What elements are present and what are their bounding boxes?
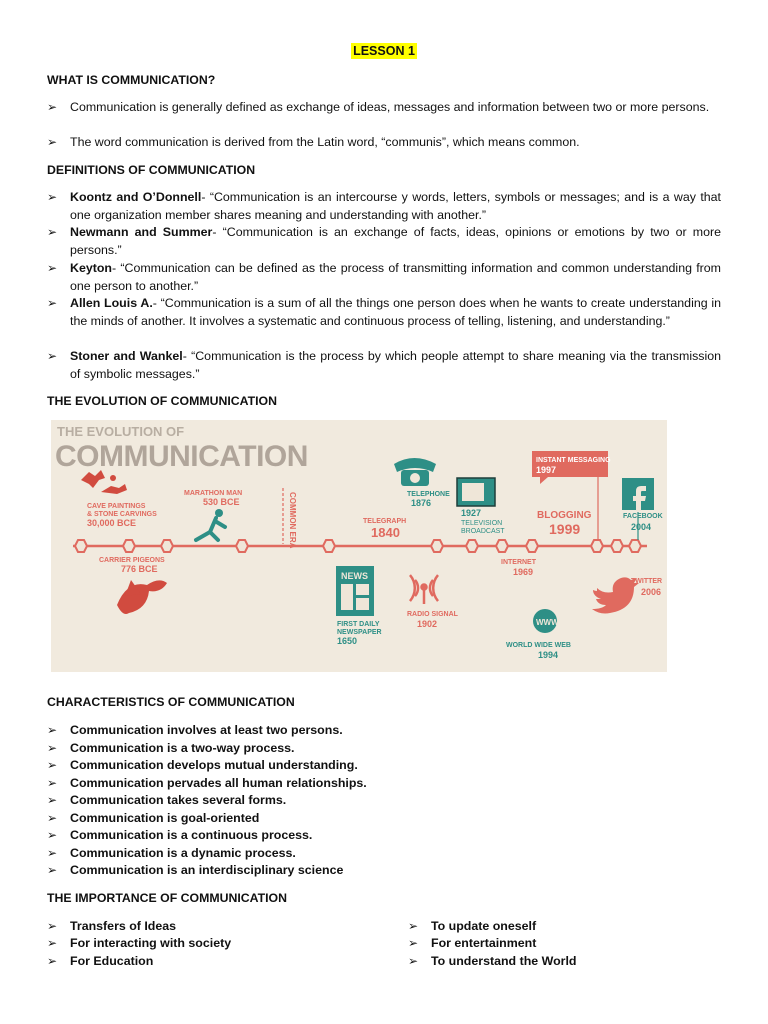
timeline-node [161,540,173,552]
radio-label: RADIO SIGNAL [407,611,458,618]
messaging-label: INSTANT MESSAGING [536,457,611,464]
list-item: ➢ Allen Louis A.- “Communication is a sum of all the things one person does when he wants to create understanding in the minds of another. It involves a systematic and continuous process of telling, listening, and understanding.” [47,295,721,330]
list-item: ➢ To update oneself [408,918,708,936]
bullet-icon: ➢ [47,349,58,363]
facebook-label: FACEBOOK [623,513,663,520]
bullet-icon: ➢ [47,723,58,737]
list-item: ➢ Koontz and O’Donnell- “Communication is an intercourse y words, letters, symbols or messages; and is a way that one organization member shares meaning and understanding with another.” [47,189,721,224]
pigeons-label: CARRIER PIGEONS [99,557,165,564]
list-item: ➢ Keyton- “Communication can be defined as the process of transmitting information and common understanding from one person to another.” [47,260,721,295]
list-item: ➢ For Education [47,953,377,971]
internet-year: 1969 [513,567,534,577]
timeline-node [123,540,135,552]
heading-evolution: THE EVOLUTION OF COMMUNICATION [47,394,277,408]
timeline-node [526,540,538,552]
evolution-infographic [51,420,667,672]
bullet-icon: ➢ [47,936,58,950]
bullet-icon: ➢ [47,741,58,755]
bullet-icon: ➢ [47,225,58,239]
telegraph-label: TELEGRAPH [363,518,407,525]
newspaper-column [341,584,353,610]
infographic-title-big: COMMUNICATION [55,440,308,473]
newspaper-column [356,584,369,595]
list-item: ➢ Communication is a two-way process. [47,740,721,758]
internet-label: INTERNET [501,559,536,566]
newspaper-column [356,598,369,610]
bullet-icon: ➢ [47,776,58,790]
bullet-icon: ➢ [47,828,58,842]
list-item: ➢ Communication pervades all human relationships. [47,775,721,793]
television-label: TELEVISION [461,520,503,527]
list-item: ➢ Communication is goal-oriented [47,810,721,828]
list-item: ➢ Communication is a continuous process. [47,827,721,845]
cave-year: 30,000 BCE [87,518,137,528]
bullet-icon: ➢ [47,863,58,877]
bullet-icon: ➢ [47,793,58,807]
bullet-icon: ➢ [47,100,58,114]
timeline-node [323,540,335,552]
bullet-icon: ➢ [408,954,419,968]
timeline-node [611,540,623,552]
list-item: ➢ To understand the World [408,953,708,971]
list-item: ➢ Stoner and Wankel- “Communication is the process by which people attempt to share meaning via the transmission of symbolic messages.” [47,348,721,383]
television-label-2: BROADCAST [461,528,505,535]
infographic-title-small: THE EVOLUTION OF [57,424,185,439]
lesson-title: LESSON 1 [353,44,415,58]
list-item: ➢ For entertainment [408,935,708,953]
telephone-year: 1876 [411,498,432,508]
telegraph-year: 1840 [371,525,400,540]
list-item: ➢ Communication involves at least two persons. [47,722,721,740]
cave-label-2: & STONE CARVINGS [87,511,157,518]
bullet-icon: ➢ [47,135,58,149]
blogging-year: 1999 [549,521,581,537]
messaging-year: 1997 [536,465,557,475]
timeline-node [466,540,478,552]
www-year: 1994 [538,650,559,660]
timeline-node [431,540,443,552]
timeline-node [75,540,87,552]
timeline-node [236,540,248,552]
bullet-icon: ➢ [47,954,58,968]
heading-importance: THE IMPORTANCE OF COMMUNICATION [47,891,287,905]
www-icon-label: WWW [536,618,559,627]
facebook-year: 2004 [631,522,652,532]
newspaper-label-2: NEWSPAPER [337,629,382,636]
bullet-icon: ➢ [47,261,58,275]
radio-year: 1902 [417,619,438,629]
marathon-year: 530 BCE [203,497,240,507]
bullet-icon: ➢ [47,919,58,933]
television-year: 1927 [461,508,482,518]
bullet-icon: ➢ [408,936,419,950]
twitter-label: TWITTER [631,578,663,585]
www-label: WORLD WIDE WEB [506,642,571,649]
heading-what: WHAT IS COMMUNICATION? [47,73,216,87]
timeline-node [629,540,641,552]
bullet-icon: ➢ [47,811,58,825]
list-item: ➢ Communication is an interdisciplinary science [47,862,721,880]
list-item: ➢ Communication takes several forms. [47,792,721,810]
heading-definitions: DEFINITIONS OF COMMUNICATION [47,163,256,177]
timeline-node [496,540,508,552]
list-item: ➢ For interacting with society [47,935,377,953]
bullet-icon: ➢ [47,846,58,860]
telephone-label: TELEPHONE [407,491,450,498]
blogging-label: BLOGGING [537,510,592,521]
newspaper-label: FIRST DAILY [337,621,380,628]
common-era-label: COMMON ERA [288,492,297,549]
newspaper-news-label: NEWS [341,571,368,581]
television-screen [462,483,484,501]
twitter-year: 2006 [641,587,662,597]
list-item: ➢ Communication is a dynamic process. [47,845,721,863]
list-item: ➢ Transfers of Ideas [47,918,377,936]
bullet-icon: ➢ [47,190,58,204]
heading-characteristics: CHARACTERISTICS OF COMMUNICATION [47,695,295,709]
bullet-icon: ➢ [408,919,419,933]
newspaper-year: 1650 [337,636,358,646]
list-item: ➢ Newmann and Summer- “Communication is an exchange of facts, ideas, opinions or emotions by two or more persons.” [47,224,721,259]
list-item: ➢ Communication develops mutual understanding. [47,757,721,775]
bullet-icon: ➢ [47,758,58,772]
list-item: ➢ Communication is generally defined as exchange of ideas, messages and information between two or more persons. [47,99,721,117]
pigeons-year: 776 BCE [121,564,158,574]
list-item: ➢ The word communication is derived from the Latin word, “communis”, which means common. [47,134,721,152]
cave-label: CAVE PAINTINGS [87,503,146,510]
timeline-node [591,540,603,552]
marathon-label: MARATHON MAN [184,490,243,497]
bullet-icon: ➢ [47,296,58,310]
